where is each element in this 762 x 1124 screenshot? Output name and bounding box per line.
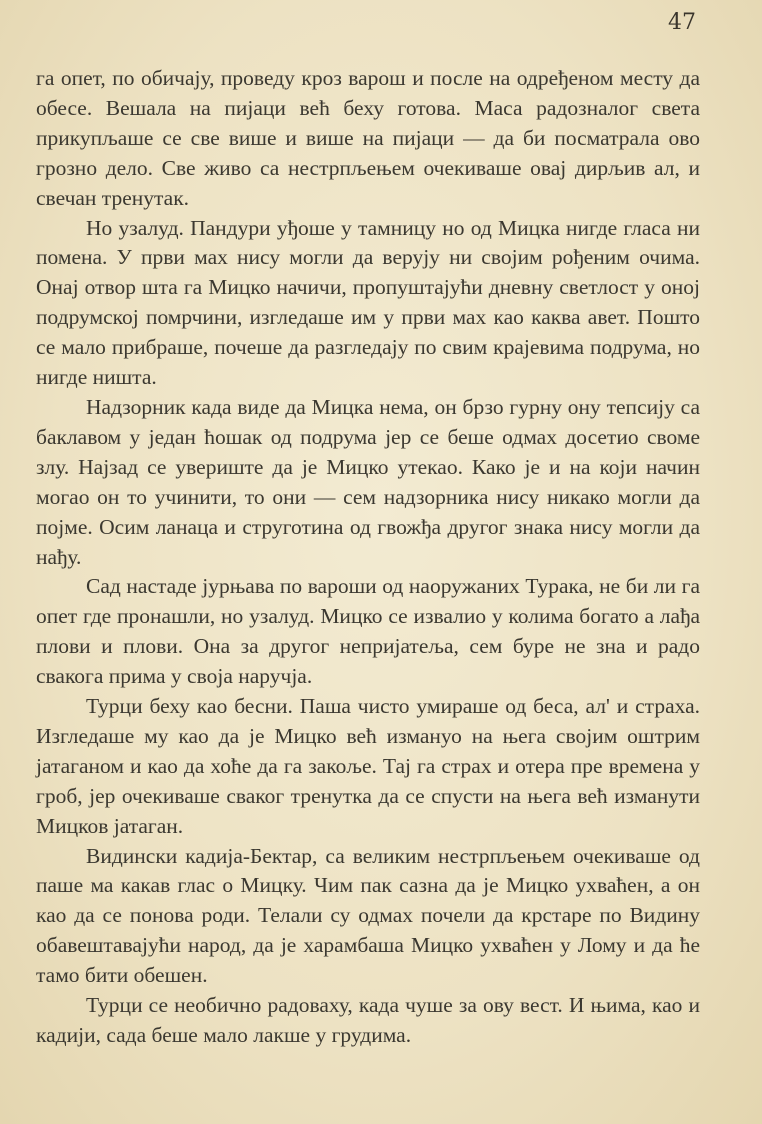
paragraph-4: Сад настаде јурњава по вароши од наоружаних Турака, не би ли га опет где пронашли, но узалуд. Мицко се извалио у колима богато а лађа плови и плови. Она за другог непријатеља, сем буре не зна и радо свакога прима у своја наручја. — [36, 574, 700, 689]
paragraph-6: Видински кадија-Бектар, са великим нестрпљењем очекиваше од паше ма какав глас о Мицку. Чим пак сазна да је Мицко ухваћен, а он као да се понова роди. Телали су одмах почели да крстаре по Видину обавештавајући народ, да је харамбаша Мицко ухваћен у Лому и да ће тамо бити обешен. — [36, 843, 700, 988]
page-text — [36, 64, 700, 1051]
page-number: 47 — [668, 10, 696, 35]
paragraph-7: Турци се необично радоваху, када чуше за ову вест. И њима, као и кадији, сада беше мало лакше у грудима. — [36, 993, 700, 1047]
paragraph-3: Надзорник када виде да Мицка нема, он брзо гурну ону тепсију са баклавом у један ћошак од подрума јер се беше одмах досетио своме злу. Најзад се увериште да је Мицко утекао. Како је и на који начин могао он то учинити, то они — сем надзорника нису никако могли да појме. Осим ланаца и струготина од гвожђа другог знака нису могли да нађу. — [36, 394, 700, 569]
paragraph-1: га опет, по обичају, проведу кроз варош и после на одређеном месту да обесе. Вешала на пијаци већ беху готова. Маса радозналог света прикупљаше се све више и више на пијаци — да би посматрала ово грозно дело. Све живо са нестрпљењем очекиваше овај дирљив ал, и свечан тренутак. — [36, 66, 700, 210]
paragraph-2: Но узалуд. Пандури уђоше у тамницу но од Мицка нигде гласа ни помена. У први мах нису могли да верују ни својим рођеним очима. Онај отвор шта га Мицко начичи, пропуштајући дневну светлост у оној подрумској помрчини, изгледаше им у први мах као каква авет. Пошто се мало прибраше, почеше да разгледају по свим крајевима подрума, но нигде ништа. — [36, 215, 700, 390]
paragraph-5: Турци беху као бесни. Паша чисто умираше од беса, ал' и страха. Изгледаше му као да је Мицко већ измануо на њега својим оштрим јатаганом и као да хоће да га закоље. Тај га страх и отера пре времена у гроб, јер очекиваше сваког тренутка да се спусти на њега већ изманути Мицков јатаган. — [36, 694, 700, 838]
